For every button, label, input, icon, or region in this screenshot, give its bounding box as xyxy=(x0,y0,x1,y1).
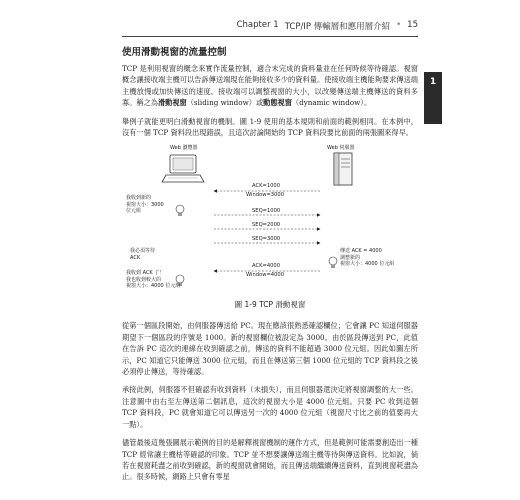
note-wait-ack: 我必須等待 ACK xyxy=(130,248,156,261)
paragraph-5: 儘管最後這幾張圖展示範例的目的是解釋視窗機制的運作方式，但是範例可能需要創造出一種 TCP 經常讓主機枯等確認的印象。TCP 並不想要讓傳送端主機等待與傳送資料。比如說，倘若在視窗耗盡之前收到確認，新的視窗就會開始，而且傳送端繼續傳送資料，直到視窗耗盡為止。很多時候，網路上只會有零星 xyxy=(122,438,418,482)
para1-part-a: TCP 是利用視窗的概念來實作流量控制，適合未完成的資料量並在任何時候等待確認。視窗概念讓接收端主機可以告訴傳送端現在能夠接收多少的資料量。使接收端主機能夠要求傳送端主機放慢或加快傳送的速度。接收端可以調整視窗的大小，以改變傳送端主機傳送的資料多寡。稱之為 xyxy=(122,64,418,108)
server-icon xyxy=(334,153,352,185)
chapter-tab-label: 1 xyxy=(429,77,437,87)
page-number: 15 xyxy=(407,20,418,30)
paragraph-4: 承接此例，伺服器不但確認有收到資料（未損失），而且伺服器還決定將視窗調整的大一些。注意圖中由右至左傳送第二個訊息，這次的視窗大小是 4000 位元組。只要 PC 收到這個 TCP 資料段，PC 就會知道它可以傳送另一次的 4000 位元組（視窗尺寸比之前的值要再大一點）。 xyxy=(122,385,418,429)
seq2000-label: SEQ=2000 xyxy=(252,222,281,229)
seq3000-label: SEQ=3000 xyxy=(252,236,281,243)
header-rule xyxy=(122,36,418,37)
window3000-label: Window=3000 xyxy=(246,192,285,199)
figure-1-9 xyxy=(122,145,418,295)
paragraph-2: 舉例子就能更明白滑動視窗的機制。圖 1-9 使用的基本規則和前面的範例相同。在本例中，沒有一個 TCP 資料段出現錯誤，且這次討論開始的 TCP 資料段要比前面的兩張圖來得早。 xyxy=(122,116,418,138)
note-receive-window: 我收到新的 視窗大小：3000 位元組 xyxy=(126,195,164,214)
page-content xyxy=(122,44,418,490)
term-dynamic-window: 動態視窗 xyxy=(263,98,292,108)
para1-part-b: （sliding window）或 xyxy=(186,98,264,108)
ack1000-label: ACK=1000 xyxy=(252,183,281,190)
section-title: 使用滑動視窗的流量控制 xyxy=(122,47,227,58)
web-server-label: Web 伺服器 xyxy=(327,145,355,152)
ack4000-label: ACK=4000 xyxy=(252,263,281,270)
header-title: TCP/IP 傳輸層和應用層介紹 xyxy=(284,22,391,32)
note-got-ack: 我收到 ACK 了！ 我也收到較大的 視窗大小：4000 位元組 xyxy=(126,270,181,289)
running-header xyxy=(236,20,418,34)
chapter-tab xyxy=(424,72,442,124)
pc-icon xyxy=(162,155,204,182)
note-send-ack: 傳送 ACK = 4000 調整新的 視窗大小：4000 位元組 xyxy=(340,248,395,267)
seq1000-label: SEQ=1000 xyxy=(252,208,281,215)
figure-caption: 圖 1-9 TCP 滑動視窗 xyxy=(234,300,306,310)
para1-part-c: （dynamic window）。 xyxy=(291,98,372,108)
web-browser-label: Web 瀏覽器 xyxy=(170,145,198,152)
paragraph-3: 從第一個區段開始，由伺服器傳送給 PC。現在應該很熟悉確認欄位；它會讓 PC 知道伺服器期望下一個區段的序號是 1000。新的視窗欄位被設定為 3000。由於區段傳送到 PC，此值在告訴 PC 這次的連線在收到確認之前，傳送的資料不能超過 3000 位元組。因此如圖左所示，PC 知道它只能傳送 3000 位元組，而且在傳送第三個 1000 位元組的 TCP 資料段之後必須停止傳送，等待確認。 xyxy=(122,321,418,377)
header-bullet: • xyxy=(396,20,402,30)
chapter-label: Chapter 1 xyxy=(236,20,279,30)
term-sliding-window: 滑動視窗 xyxy=(157,98,187,108)
window4000-label: Window=4000 xyxy=(246,272,285,279)
paragraph-1 xyxy=(122,63,418,109)
